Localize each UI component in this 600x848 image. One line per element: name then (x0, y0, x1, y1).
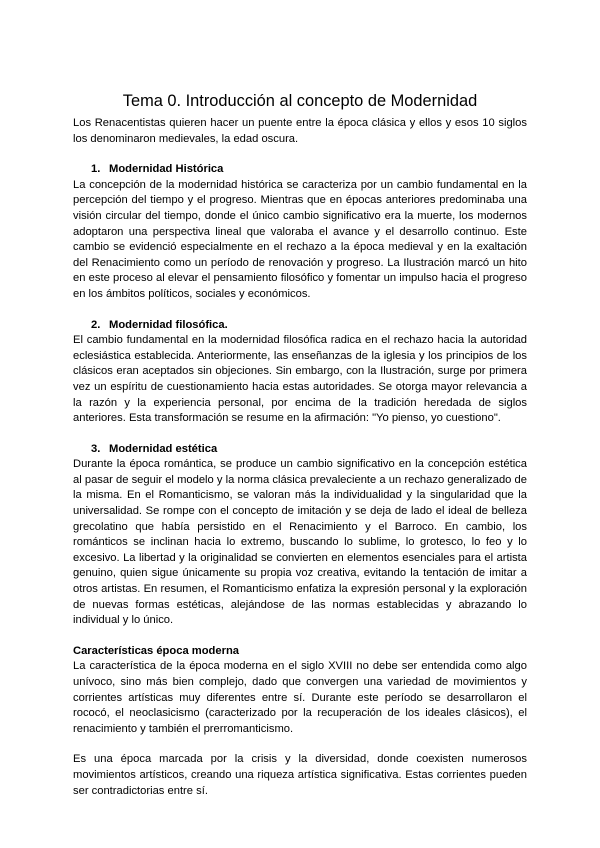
document-body (73, 116, 527, 799)
section-body-estetica: Durante la época romántica, se produce un cambio significativo en la concepción estética al pasar de seguir el modelo y la norma clásica prevaleciente a un rechazo generalizado de la misma. En el Romanticismo, se valoran más la individualidad y la singularidad que la universalidad. Se rompe con el concepto de imitación y se deja de lado el ideal de belleza grecolatino que había persistido en el Renacimiento y el Barroco. En cambio, los románticos se inclinan hacia lo extremo, buscando lo sublime, lo grotesco, lo feo y lo excesivo. La libertad y la originalidad se convierten en elementos esenciales para el artista genuino, quien sigue únicamente su propia voz creativa, evitando la tentación de imitar a otros artistas. En resumen, el Romanticismo enfatiza la expresión personal y la exploración de nuevas formas estéticas, alejándose de las normas establecidas y abrazando lo individual y lo único. (73, 458, 527, 627)
page-title: Tema 0. Introducción al concepto de Modernidad (122, 92, 478, 110)
section-body-filosofica: El cambio fundamental en la modernidad filosófica radica en el rechazo hacia la autoridad eclesiástica establecida. Anteriormente, las enseñanzas de la iglesia y los principios de los clásicos eran aceptados sin objeciones. Sin embargo, con la Ilustración, surge por primera vez un espíritu de cuestionamiento hacia estas autoridades. Se otorga mayor relevancia a la razón y la experiencia personal, por encima de la tradición heredada de siglos anteriores. Esta transformación se resume en la afirmación: "Yo pienso, yo cuestiono". (73, 334, 527, 425)
characteristics-paragraph-2: Es una época marcada por la crisis y la diversidad, donde coexisten numerosos movimientos artísticos, creando una riqueza artística significativa. Estas corrientes pueden ser contradictorias entre sí. (73, 753, 527, 797)
characteristics-heading: Características época moderna (73, 644, 240, 657)
section-heading-historica: 1. Modernidad Histórica (91, 163, 224, 176)
characteristics-paragraph-1: La característica de la época moderna en el siglo XVIII no debe ser entendida como algo unívoco, sino más bien complejo, dado que convergen una variedad de movimientos y corrientes artísticas muy diferentes entre sí. Durante este período se desarrollaron el rococó, el neoclasicismo (caracterizado por la recuperación de los ideales clásicos), el renacimiento y también el prerromanticismo. (73, 660, 527, 735)
section-body-historica: La concepción de la modernidad histórica se caracteriza por un cambio fundamental en la percepción del tiempo y el progreso. Mientras que en épocas anteriores predominaba una visión circular del tiempo, donde el único cambio significativo era la muerte, los modernos adoptaron una perspectiva lineal que valoraba el avance y el desarrollo continuo. Este cambio se evidenció especialmente en el rechazo a la época medieval y en la exaltación del Renacimiento como un período de renovación y progreso. La Ilustración marcó un hito en este proceso al elevar el pensamiento filosófico y fomentar un impulso hacia el progreso en los ámbitos políticos, sociales y económicos. (73, 178, 527, 300)
section-heading-filosofica: 2. Modernidad filosófica. (91, 318, 228, 331)
intro-paragraph: Los Renacentistas quieren hacer un puente entre la época clásica y ellos y esos 10 siglos los denominaron medievales, la edad oscura. (73, 117, 527, 145)
section-heading-estetica: 3. Modernidad estética (91, 442, 218, 455)
